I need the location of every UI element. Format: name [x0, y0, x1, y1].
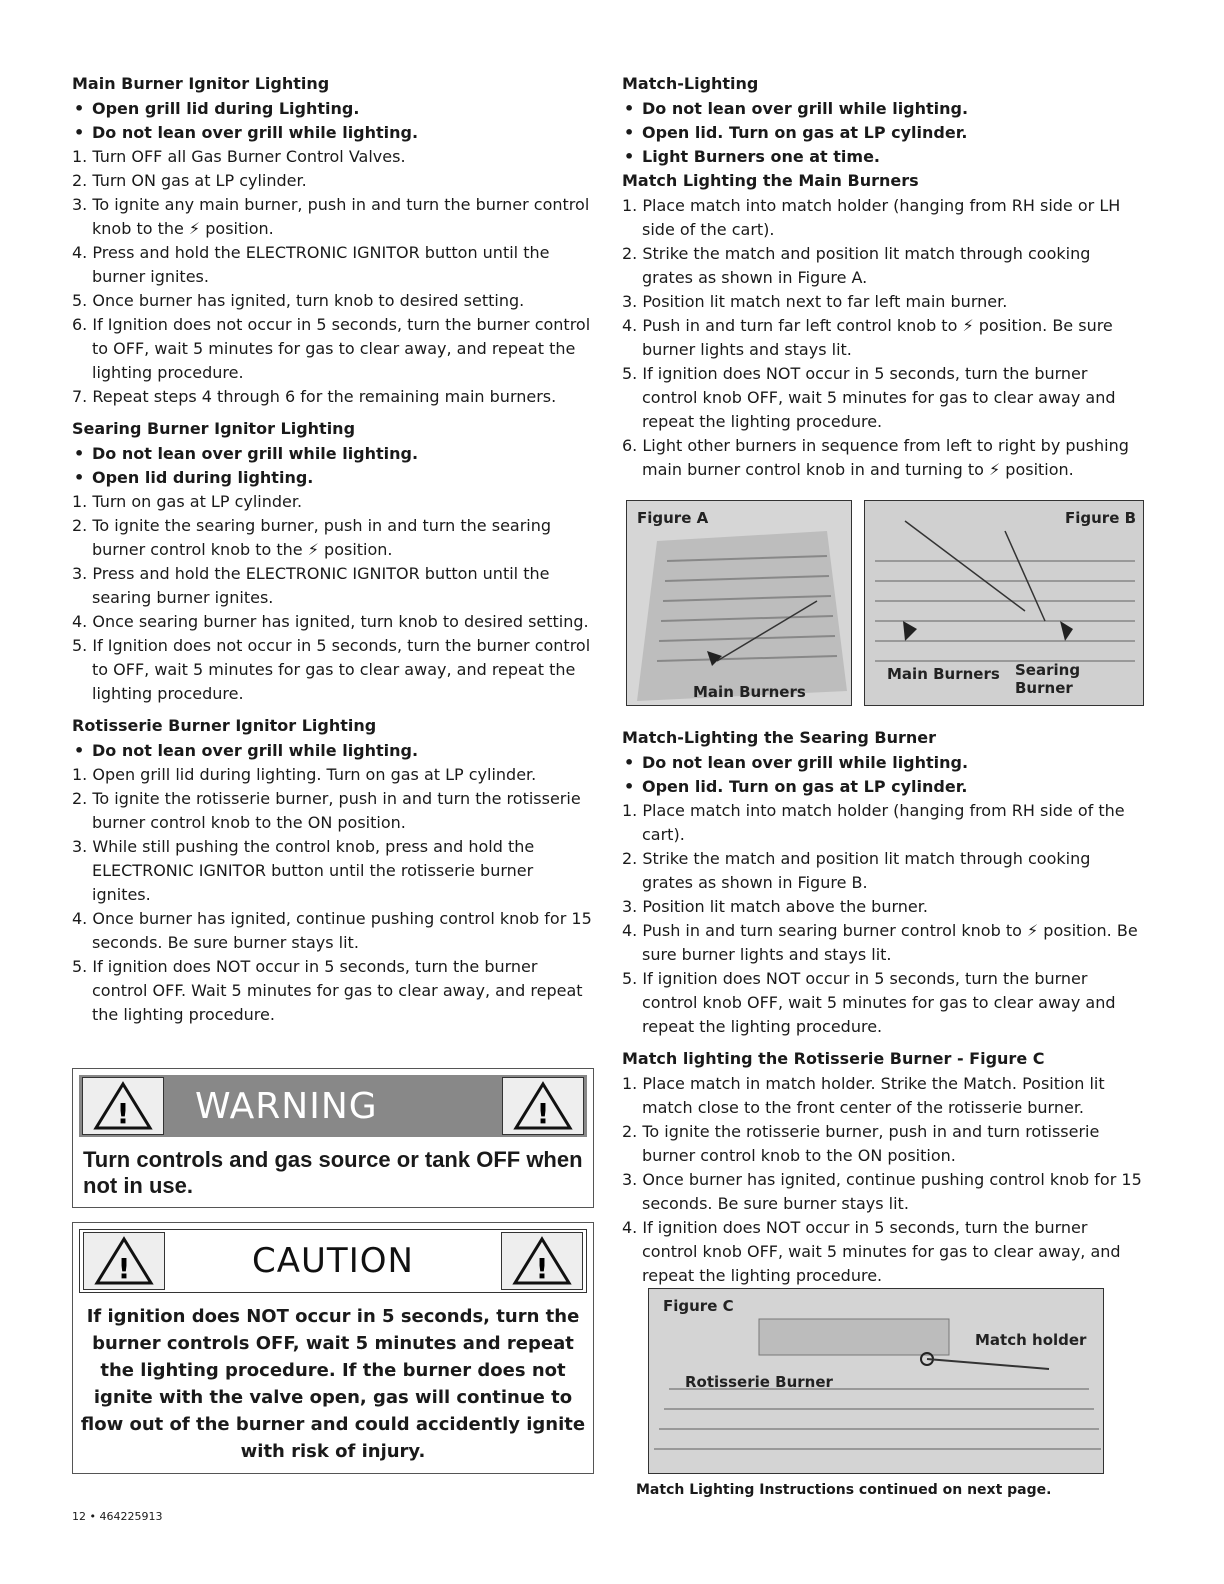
list-item: • Do not lean over grill while lighting. — [622, 751, 1142, 775]
page-footer: 12 • 464225913 — [72, 1510, 163, 1523]
warning-box — [72, 1068, 594, 1208]
warning-banner — [79, 1075, 587, 1137]
list-item: • Do not lean over grill while lighting. — [72, 121, 592, 145]
list-item: 6. If Ignition does not occur in 5 seconds, turn the burner control to OFF, wait 5 minutes for gas to clear away, and repeat the lighting procedure. — [72, 315, 591, 382]
list-item: 3. Once burner has ignited, continue pushing control knob for 15 seconds. Be sure burner stays lit. — [622, 1170, 1142, 1213]
bullet-list — [72, 97, 592, 145]
warning-triangle-icon — [502, 1077, 584, 1135]
list-item: 2. To ignite the searing burner, push in and turn the searing burner control knob to the ⚡ position. — [72, 516, 552, 559]
svg-text:!: ! — [116, 1097, 130, 1130]
searing-match-section — [622, 726, 1142, 1039]
step-list — [72, 763, 592, 1027]
figure-a-image — [626, 500, 852, 706]
list-item: 3. Press and hold the ELECTRONIC IGNITOR button until the searing burner ignites. — [72, 564, 550, 607]
list-item: 2. Strike the match and position lit match through cooking grates as shown in Figure B. — [622, 849, 1091, 892]
section-title: Match lighting the Rotisserie Burner - Figure C — [622, 1049, 1045, 1068]
bullet-list — [622, 97, 1142, 169]
caution-text: If ignition does NOT occur in 5 seconds, turn the burner controls OFF, wait 5 minutes and repeat the lighting procedure. If the burner does not ignite with the valve open, gas will continue to flow out of the burner and could accidently ignite with risk of injury. — [80, 1306, 586, 1462]
list-item: 1. Turn OFF all Gas Burner Control Valves. — [72, 147, 406, 166]
list-item: • Do not lean over grill while lighting. — [72, 442, 592, 466]
svg-text:!: ! — [117, 1252, 131, 1285]
section-subtitle: Match Lighting the Main Burners — [622, 171, 919, 190]
list-item: 5. If ignition does NOT occur in 5 seconds, turn the burner control knob OFF, wait 5 minutes for gas to clear away and repeat the lighting procedure. — [622, 969, 1116, 1036]
list-item: • Open lid. Turn on gas at LP cylinder. — [622, 121, 1142, 145]
right-column-lower — [622, 726, 1142, 1296]
list-item: 2. Strike the match and position lit match through cooking grates as shown in Figure A. — [622, 244, 1091, 287]
list-item: 7. Repeat steps 4 through 6 for the remaining main burners. — [72, 387, 557, 406]
caution-triangle-icon — [501, 1232, 583, 1290]
list-item: 1. Place match into match holder (hanging from RH side or LH side of the cart). — [622, 196, 1121, 239]
list-item: 1. Place match in match holder. Strike the Match. Position lit match close to the front center of the rotisserie burner. — [622, 1074, 1105, 1117]
list-item: 2. To ignite the rotisserie burner, push in and turn rotisserie burner control knob to the ON position. — [622, 1122, 1100, 1165]
caution-label: CAUTION — [252, 1241, 414, 1281]
caution-banner — [79, 1229, 587, 1293]
figure-label: Rotisserie Burner — [685, 1373, 833, 1391]
figure-label: Searing Burner — [1015, 661, 1081, 697]
list-item: 2. To ignite the rotisserie burner, push in and turn the rotisserie burner control knob to the ON position. — [72, 789, 581, 832]
list-item: • Open lid. Turn on gas at LP cylinder. — [622, 775, 1142, 799]
list-item: 5. If Ignition does not occur in 5 seconds, turn the burner control to OFF, wait 5 minutes for gas to clear away, and repeat the lighting procedure. — [72, 636, 591, 703]
rotisserie-match-section — [622, 1047, 1142, 1288]
bullet-list — [622, 751, 1142, 799]
list-item: 3. Position lit match above the burner. — [622, 897, 928, 916]
list-item: 1. Turn on gas at LP cylinder. — [72, 492, 303, 511]
caution-box — [72, 1222, 594, 1474]
step-list — [622, 194, 1142, 482]
caution-triangle-icon — [83, 1232, 165, 1290]
figure-title: Figure B — [1065, 509, 1137, 527]
list-item: 4. Push in and turn searing burner control knob to ⚡ position. Be sure burner lights and stays lit. — [622, 921, 1138, 964]
rotisserie-burner-section — [72, 714, 592, 1027]
list-item: • Light Burners one at time. — [622, 145, 1142, 169]
bullet-list — [72, 442, 592, 490]
list-item: • Open lid during lighting. — [72, 466, 592, 490]
list-item: 3. Position lit match next to far left main burner. — [622, 292, 1008, 311]
left-column — [72, 72, 592, 1035]
list-item: 4. Press and hold the ELECTRONIC IGNITOR button until the burner ignites. — [72, 243, 550, 286]
step-list — [622, 799, 1142, 1039]
searing-burner-section — [72, 417, 592, 706]
grill-grate-illustration — [627, 501, 851, 705]
list-item: 5. If ignition does NOT occur in 5 seconds, turn the burner control OFF. Wait 5 minutes for gas to clear away, and repeat the lighting procedure. — [72, 957, 583, 1024]
list-item: 5. Once burner has ignited, turn knob to desired setting. — [72, 291, 525, 310]
continued-note: Match Lighting Instructions continued on next page. — [636, 1482, 1052, 1498]
figure-title: Figure A — [637, 509, 709, 527]
step-list — [72, 145, 592, 409]
figure-c-image — [648, 1288, 1104, 1474]
list-item: 4. Push in and turn far left control knob to ⚡ position. Be sure burner lights and stays lit. — [622, 316, 1113, 359]
section-title: Rotisserie Burner Ignitor Lighting — [72, 716, 377, 735]
list-item: • Open grill lid during Lighting. — [72, 97, 592, 121]
figure-title: Figure C — [663, 1297, 734, 1315]
figure-label: Match holder — [975, 1331, 1087, 1349]
list-item: 5. If ignition does NOT occur in 5 seconds, turn the burner control knob OFF, wait 5 minutes for gas to clear away and repeat the lighting procedure. — [622, 364, 1116, 431]
section-title: Searing Burner Ignitor Lighting — [72, 419, 356, 438]
warning-label: WARNING — [195, 1085, 378, 1127]
section-title: Main Burner Ignitor Lighting — [72, 74, 330, 93]
figure-b-image — [864, 500, 1144, 706]
bullet-list — [72, 739, 592, 763]
warning-text: Turn controls and gas source or tank OFF when not in use. — [83, 1147, 583, 1198]
list-item: 6. Light other burners in sequence from left to right by pushing main burner control knob in and turning to ⚡ position. — [622, 436, 1129, 479]
figure-label: Main Burners — [693, 683, 806, 701]
list-item: 3. While still pushing the control knob, press and hold the ELECTRONIC IGNITOR button until the rotisserie burner ignites. — [72, 837, 535, 904]
section-title: Match-Lighting the Searing Burner — [622, 728, 936, 747]
figure-label: Main Burners — [887, 665, 1000, 683]
list-item: 1. Open grill lid during lighting. Turn on gas at LP cylinder. — [72, 765, 537, 784]
list-item: • Do not lean over grill while lighting. — [72, 739, 592, 763]
step-list — [622, 1072, 1142, 1288]
step-list — [72, 490, 592, 706]
list-item: 4. If ignition does NOT occur in 5 seconds, turn the burner control knob OFF, wait 5 minutes for gas to clear away, and repeat the lighting procedure. — [622, 1218, 1121, 1285]
list-item: 3. To ignite any main burner, push in and turn the burner control knob to the ⚡ position. — [72, 195, 590, 238]
main-burner-section — [72, 72, 592, 409]
svg-text:!: ! — [535, 1252, 549, 1285]
match-lighting-section — [622, 72, 1142, 482]
list-item: • Do not lean over grill while lighting. — [622, 97, 1142, 121]
warning-triangle-icon — [82, 1077, 164, 1135]
section-title: Match-Lighting — [622, 74, 759, 93]
svg-text:!: ! — [536, 1097, 550, 1130]
list-item: 1. Place match into match holder (hanging from RH side of the cart). — [622, 801, 1125, 844]
list-item: 4. Once burner has ignited, continue pushing control knob for 15 seconds. Be sure burner stays lit. — [72, 909, 592, 952]
right-column — [622, 72, 1142, 490]
list-item: 2. Turn ON gas at LP cylinder. — [72, 171, 307, 190]
list-item: 4. Once searing burner has ignited, turn knob to desired setting. — [72, 612, 589, 631]
